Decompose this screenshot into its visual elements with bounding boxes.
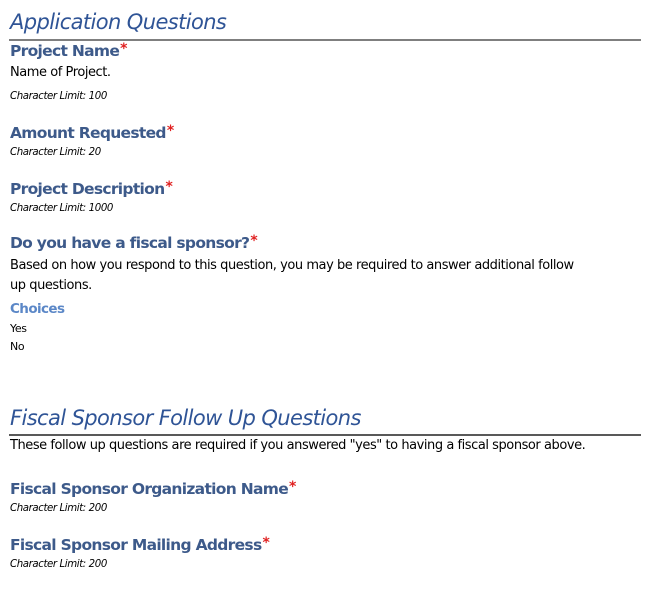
question-label: Project Name xyxy=(10,42,120,60)
choices-label: Choices xyxy=(10,301,65,317)
section-intro: These follow up questions are required if you answered "yes" to having a fiscal sponsor above. xyxy=(10,438,586,453)
question-label: Amount Requested xyxy=(10,124,166,142)
question-label: Do you have a fiscal sponsor? xyxy=(10,234,250,252)
question-label: Project Description xyxy=(10,180,165,198)
required-asterisk-icon: * xyxy=(289,479,296,495)
choice-no: No xyxy=(10,340,25,353)
character-limit: Character Limit: 200 xyxy=(10,559,107,570)
question-fiscal-sponsor-organization-name xyxy=(10,479,296,498)
question-description-line-1: Based on how you respond to this question, you may be required to answer additional follow xyxy=(10,258,574,273)
question-amount-requested xyxy=(10,123,174,142)
character-limit: Character Limit: 20 xyxy=(10,147,101,158)
section-divider xyxy=(9,39,641,41)
question-fiscal-sponsor-mailing-address xyxy=(10,535,270,554)
required-asterisk-icon: * xyxy=(262,535,270,551)
section-title-application-questions: Application Questions xyxy=(10,10,227,34)
question-label: Fiscal Sponsor Mailing Address xyxy=(10,536,262,554)
choice-yes: Yes xyxy=(10,322,27,335)
question-description: Name of Project. xyxy=(10,65,111,80)
section-title-fiscal-sponsor-follow-up: Fiscal Sponsor Follow Up Questions xyxy=(10,406,361,430)
required-asterisk-icon: * xyxy=(120,41,127,57)
required-asterisk-icon: * xyxy=(165,179,173,195)
question-fiscal-sponsor xyxy=(10,233,257,252)
required-asterisk-icon: * xyxy=(166,123,174,139)
required-asterisk-icon: * xyxy=(250,233,257,249)
question-project-description xyxy=(10,179,173,198)
character-limit: Character Limit: 100 xyxy=(10,91,107,102)
character-limit: Character Limit: 200 xyxy=(10,503,107,514)
question-description-line-2: up questions. xyxy=(10,278,92,293)
character-limit: Character Limit: 1000 xyxy=(10,203,113,214)
question-label: Fiscal Sponsor Organization Name xyxy=(10,480,289,498)
question-project-name xyxy=(10,41,127,60)
